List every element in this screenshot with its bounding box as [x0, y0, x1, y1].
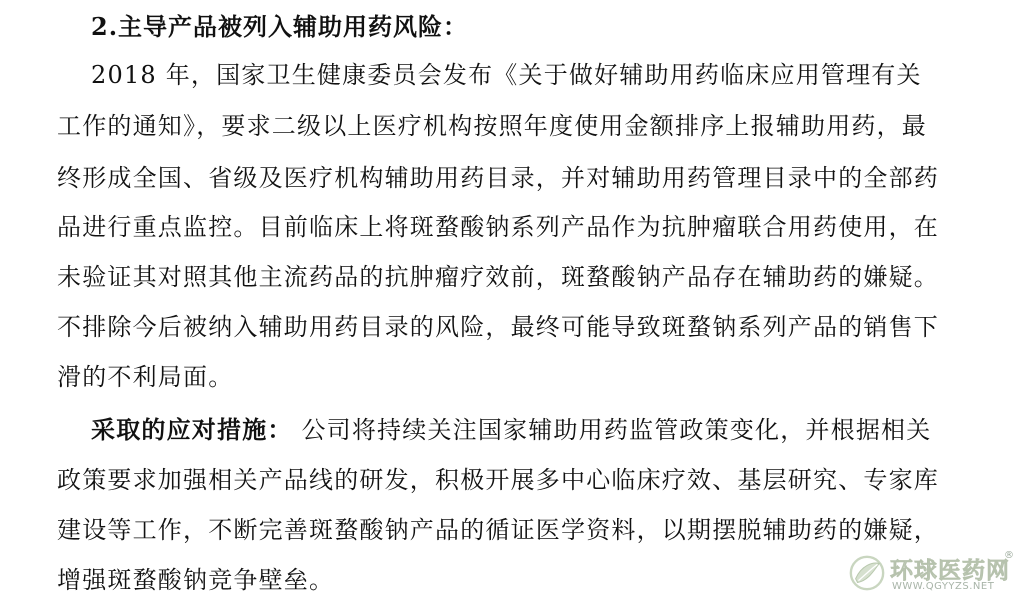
paragraph-line: 工作的通知》，要求二级以上医疗机构按照年度使用金额排序上报辅助用药，最 [57, 112, 927, 140]
paragraph-line: 终形成全国、省级及医疗机构辅助用药目录，并对辅助用药管理目录中的全部药 [57, 164, 939, 192]
watermark-url: WWW.QGYYZS.NET [892, 581, 995, 592]
paragraph-line: 不排除今后被纳入辅助用药目录的风险，最终可能导致斑蝥钠系列产品的销售下 [57, 313, 939, 341]
watermark-title: 环球医药网 [890, 558, 1010, 584]
measures-line [91, 413, 931, 447]
paragraph-line: 品进行重点监控。目前临床上将斑蝥酸钠系列产品作为抗肿瘤联合用药使用，在 [57, 213, 939, 241]
paragraph-line: 政策要求加强相关产品线的研发，积极开展多中心临床疗效、基层研究、专家库 [57, 466, 939, 494]
measures-label: 采取的应对措施： [91, 415, 293, 444]
leaf-logo-icon [848, 554, 886, 592]
watermark [848, 550, 1016, 598]
section-heading: 2.主导产品被列入辅助用药风险： [91, 12, 469, 41]
paragraph-line: 滑的不利局面。 [57, 363, 234, 391]
paragraph-line: 建设等工作，不断完善斑蝥酸钠产品的循证医学资料，以期摆脱辅助药的嫌疑， [57, 516, 939, 544]
paragraph-line: 增强斑蝥酸钠竞争壁垒。 [57, 566, 335, 594]
registered-mark: ® [1004, 550, 1014, 561]
paragraph-line: 2018 年，国家卫生健康委员会发布《关于做好辅助用药临床应用管理有关 [91, 61, 922, 89]
measures-text: 公司将持续关注国家辅助用药监管政策变化，并根据相关 [292, 416, 932, 444]
paragraph-line: 未验证其对照其他主流药品的抗肿瘤疗效前，斑蝥酸钠产品存在辅助药的嫌疑。 [57, 263, 939, 291]
